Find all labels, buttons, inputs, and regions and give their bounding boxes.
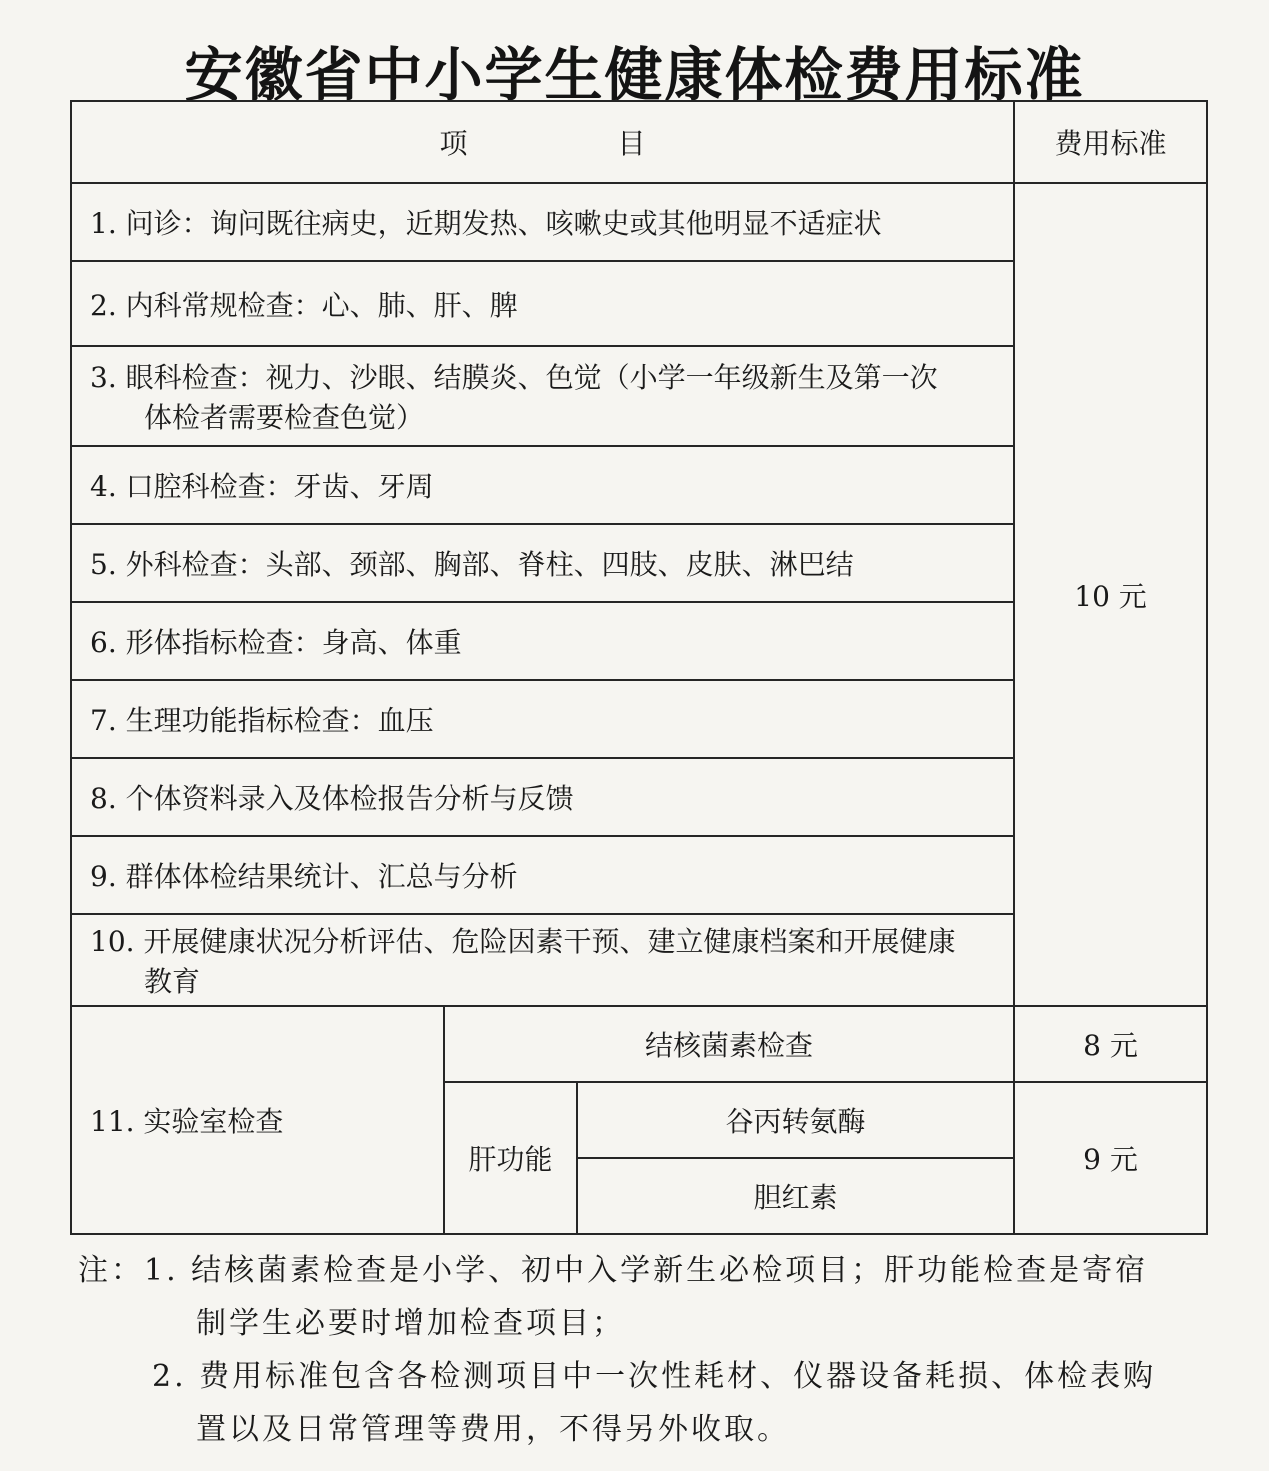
item-text-continued: 体检者需要检查色觉） [144, 401, 425, 434]
item-text-continued: 教育 [144, 965, 201, 998]
item-no: 8. [90, 782, 117, 815]
item-1 [71, 183, 1014, 261]
fee-standard-table [70, 100, 1208, 1235]
header-fee: 费用标准 [1014, 101, 1207, 183]
lab-row-tb [71, 1006, 1207, 1082]
item-9 [71, 836, 1014, 914]
item-2 [71, 261, 1014, 346]
note-2-line-1: 2. 费用标准包含各检测项目中一次性耗材、仪器设备耗损、体检表购 [152, 1359, 1157, 1394]
item-5 [71, 524, 1014, 602]
note-1 [78, 1244, 1218, 1297]
item-text: 个体资料录入及体检报告分析与反馈 [125, 782, 574, 815]
basic-fee: 10 元 [1014, 183, 1207, 1006]
note-1-line-1: 1. 结核菌素检查是小学、初中入学新生必检项目；肝功能检查是寄宿 [144, 1253, 1149, 1288]
document-title: 安徽省中小学生健康体检费用标准 [184, 41, 1085, 109]
item-text: 群体体检结果统计、汇总与分析 [125, 860, 518, 893]
item-text: 生理功能指标检查：血压 [125, 704, 434, 737]
item-text: 外科检查：头部、颈部、胸部、脊柱、四肢、皮肤、淋巴结 [125, 548, 854, 581]
item-no: 10. [90, 925, 135, 958]
item-text: 内科常规检查：心、肺、肝、脾 [125, 288, 518, 322]
item-no: 5. [90, 548, 117, 581]
table-row [71, 183, 1207, 261]
item-no: 3. [90, 361, 117, 394]
tb-fee: 8 元 [1014, 1006, 1207, 1082]
notes [78, 1244, 1218, 1456]
tb-test: 结核菌素检查 [444, 1006, 1014, 1082]
item-text: 问诊：询问既往病史，近期发热、咳嗽史或其他明显不适症状 [125, 207, 882, 240]
item-4 [71, 446, 1014, 524]
item-no: 7. [90, 704, 117, 737]
note-2-line-2: 置以及日常管理等费用，不得另外收取。 [196, 1412, 790, 1447]
header-item: 项目 [71, 101, 1014, 183]
item-text: 形体指标检查：身高、体重 [125, 626, 462, 659]
item-6 [71, 602, 1014, 680]
item-10 [71, 914, 1014, 1006]
liver-label: 肝功能 [444, 1082, 577, 1234]
item-text: 眼科检查：视力、沙眼、结膜炎、色觉（小学一年级新生及第一次 [125, 361, 938, 394]
item-no: 2. [90, 288, 117, 322]
item-no: 4. [90, 470, 117, 503]
item-text: 口腔科检查：牙齿、牙周 [125, 470, 434, 503]
liver-fee: 9 元 [1014, 1082, 1207, 1234]
item-7 [71, 680, 1014, 758]
item-text: 开展健康状况分析评估、危险因素干预、建立健康档案和开展健康 [143, 925, 956, 958]
item-3 [71, 346, 1014, 446]
item-no: 1. [90, 207, 117, 240]
item-8 [71, 758, 1014, 836]
notes-prefix: 注： [78, 1253, 144, 1288]
liver-item-alt: 谷丙转氨酶 [577, 1082, 1014, 1158]
note-1-line-2: 制学生必要时增加检查项目； [196, 1306, 625, 1341]
table-header-row [71, 101, 1207, 183]
item-no: 9. [90, 860, 117, 893]
liver-item-bilirubin: 胆红素 [577, 1158, 1014, 1234]
lab-label: 11. 实验室检查 [71, 1006, 444, 1234]
item-no: 6. [90, 626, 117, 659]
